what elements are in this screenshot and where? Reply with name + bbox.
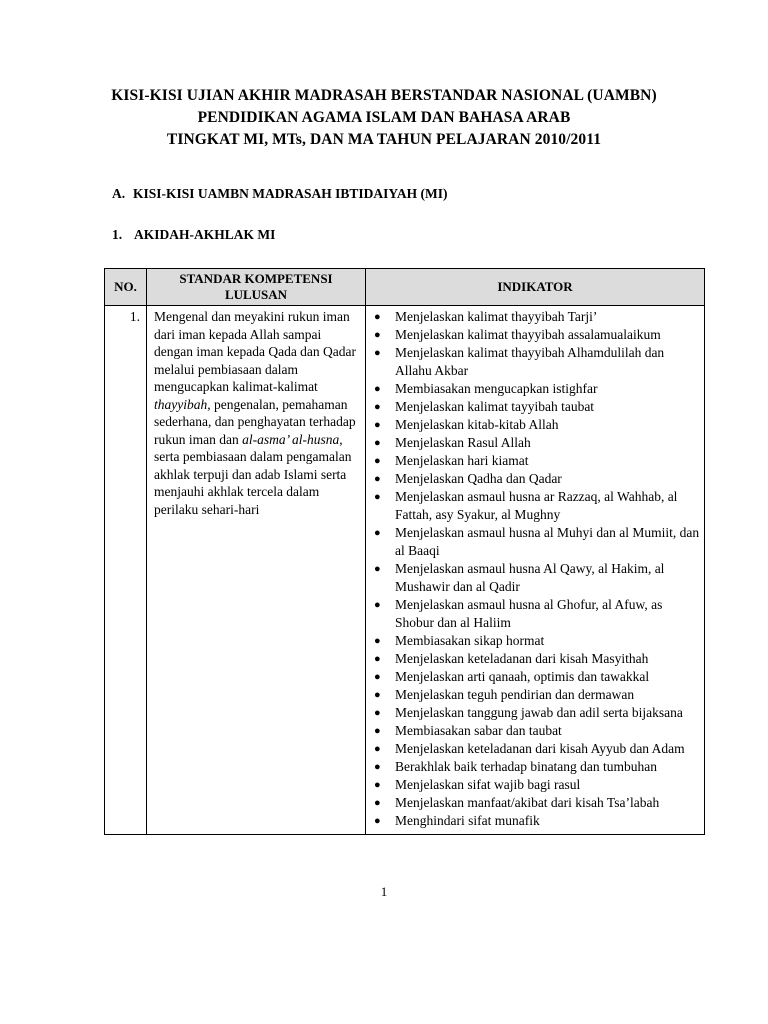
table-header-row (105, 269, 705, 306)
list-item (372, 596, 700, 632)
standar-kompetensi-cell (147, 306, 366, 835)
indikator-list (372, 308, 700, 830)
indikator-text: Menjelaskan kalimat thayyibah Alhamdulilah dan Allahu Akbar (395, 345, 665, 378)
bullet-icon: ● (374, 311, 381, 323)
list-item (372, 812, 700, 830)
bullet-icon: ● (374, 671, 381, 683)
list-item (372, 398, 700, 416)
indikator-text: Menjelaskan kalimat tayyibah taubat (395, 399, 595, 414)
list-item (372, 416, 700, 434)
title-line-1: KISI-KISI UJIAN AKHIR MADRASAH BERSTANDAR NASIONAL (UAMBN) (111, 87, 657, 104)
bullet-icon: ● (374, 725, 381, 737)
bullet-icon: ● (374, 761, 381, 773)
list-item (372, 722, 700, 740)
list-item (372, 344, 700, 380)
list-item (372, 794, 700, 812)
bullet-icon: ● (374, 419, 381, 431)
skl-text-1: Mengenal dan meyakini rukun iman dari iman kepada Allah sampai dengan iman kepada Qada dan Qadar melalui pembiasaan dalam mengucapkan kalimat-kalimat (154, 309, 357, 394)
subsection-heading (112, 227, 275, 243)
indikator-text: Berakhlak baik terhadap binatang dan tumbuhan (395, 759, 658, 774)
indikator-text: Menghindari sifat munafik (395, 813, 540, 828)
kisi-table (104, 268, 705, 835)
list-item (372, 524, 700, 560)
skl-term-asmaul-husna: al-asma’ al-husna (242, 431, 340, 447)
indikator-text: Menjelaskan Rasul Allah (395, 435, 531, 450)
list-item (372, 632, 700, 650)
bullet-icon: ● (374, 383, 381, 395)
list-item (372, 560, 700, 596)
indikator-text: Menjelaskan asmaul husna Al Qawy, al Hakim, al Mushawir dan al Qadir (395, 561, 665, 594)
list-item (372, 758, 700, 776)
document-title (0, 85, 768, 151)
bullet-icon: ● (374, 599, 381, 611)
indikator-text: Menjelaskan arti qanaah, optimis dan tawakkal (395, 669, 650, 684)
subsection-title: AKIDAH-AKHLAK MI (134, 227, 276, 242)
bullet-icon: ● (374, 635, 381, 647)
indikator-text: Menjelaskan asmaul husna al Ghofur, al Afuw, as Shobur dan al Haliim (395, 597, 663, 630)
list-item (372, 704, 700, 722)
list-item (372, 488, 700, 524)
bullet-icon: ● (374, 527, 381, 539)
indikator-text: Membiasakan sabar dan taubat (395, 723, 562, 738)
indikator-text: Menjelaskan asmaul husna al Muhyi dan al Mumiit, dan al Baaqi (395, 525, 700, 558)
bullet-icon: ● (374, 401, 381, 413)
skl-text-2: , pengenalan, pemahaman sederhana, dan penghayatan terhadap rukun iman dan (154, 396, 356, 447)
title-line-3: TINGKAT MI, MTs, DAN MA TAHUN PELAJARAN 2010/2011 (166, 131, 602, 148)
bullet-icon: ● (374, 743, 381, 755)
table-row (105, 306, 705, 835)
bullet-icon: ● (374, 653, 381, 665)
list-item (372, 380, 700, 398)
list-item (372, 776, 700, 794)
header-indikator: INDIKATOR (366, 269, 705, 306)
bullet-icon: ● (374, 347, 381, 359)
bullet-icon: ● (374, 797, 381, 809)
bullet-icon: ● (374, 707, 381, 719)
indikator-text: Menjelaskan tanggung jawab dan adil serta bijaksana (395, 705, 683, 720)
section-title: KISI-KISI UAMBN MADRASAH IBTIDAIYAH (MI) (133, 186, 448, 201)
bullet-icon: ● (374, 329, 381, 341)
bullet-icon: ● (374, 491, 381, 503)
row-number: 1. (105, 306, 147, 835)
skl-text-3: , serta pembiasaan dalam pengamalan akhlak terpuji dan adab Islami serta menjauhi akhlak tercela dalam perilaku sehari-hari (154, 431, 352, 517)
indikator-text: Menjelaskan Qadha dan Qadar (395, 471, 562, 486)
list-item (372, 686, 700, 704)
indikator-text: Menjelaskan asmaul husna ar Razzaq, al Wahhab, al Fattah, asy Syakur, al Mughny (395, 489, 678, 522)
indikator-text: Menjelaskan keteladanan dari kisah Ayyub dan Adam (395, 741, 685, 756)
list-item (372, 452, 700, 470)
indikator-text: Menjelaskan keteladanan dari kisah Masyithah (395, 651, 649, 666)
indikator-text: Menjelaskan kitab-kitab Allah (395, 417, 559, 432)
header-standar-kompetensi: STANDAR KOMPETENSI LULUSAN (147, 269, 366, 306)
header-no: NO. (105, 269, 147, 306)
list-item (372, 650, 700, 668)
bullet-icon: ● (374, 815, 381, 827)
indikator-text: Menjelaskan kalimat thayyibah assalamualaikum (395, 327, 661, 342)
indikator-text: Menjelaskan kalimat thayyibah Tarji’ (395, 309, 598, 324)
subsection-marker: 1. (112, 227, 123, 242)
list-item (372, 434, 700, 452)
indikator-text: Menjelaskan teguh pendirian dan dermawan (395, 687, 635, 702)
indikator-text: Menjelaskan manfaat/akibat dari kisah Tsa’labah (395, 795, 660, 810)
section-marker: A. (112, 186, 126, 201)
list-item (372, 668, 700, 686)
bullet-icon: ● (374, 437, 381, 449)
title-line-2: PENDIDIKAN AGAMA ISLAM DAN BAHASA ARAB (197, 109, 571, 126)
indikator-text: Membiasakan mengucapkan istighfar (395, 381, 598, 396)
list-item (372, 470, 700, 488)
bullet-icon: ● (374, 455, 381, 467)
bullet-icon: ● (374, 779, 381, 791)
indikator-text: Membiasakan sikap hormat (395, 633, 545, 648)
section-heading (112, 186, 448, 202)
bullet-icon: ● (374, 689, 381, 701)
bullet-icon: ● (374, 563, 381, 575)
list-item (372, 308, 700, 326)
list-item (372, 326, 700, 344)
indikator-text: Menjelaskan hari kiamat (395, 453, 529, 468)
indikator-cell (366, 306, 705, 835)
bullet-icon: ● (374, 473, 381, 485)
skl-term-thayyibah: thayyibah (154, 396, 208, 412)
indikator-text: Menjelaskan sifat wajib bagi rasul (395, 777, 581, 792)
page-number: 1 (380, 884, 388, 899)
list-item (372, 740, 700, 758)
